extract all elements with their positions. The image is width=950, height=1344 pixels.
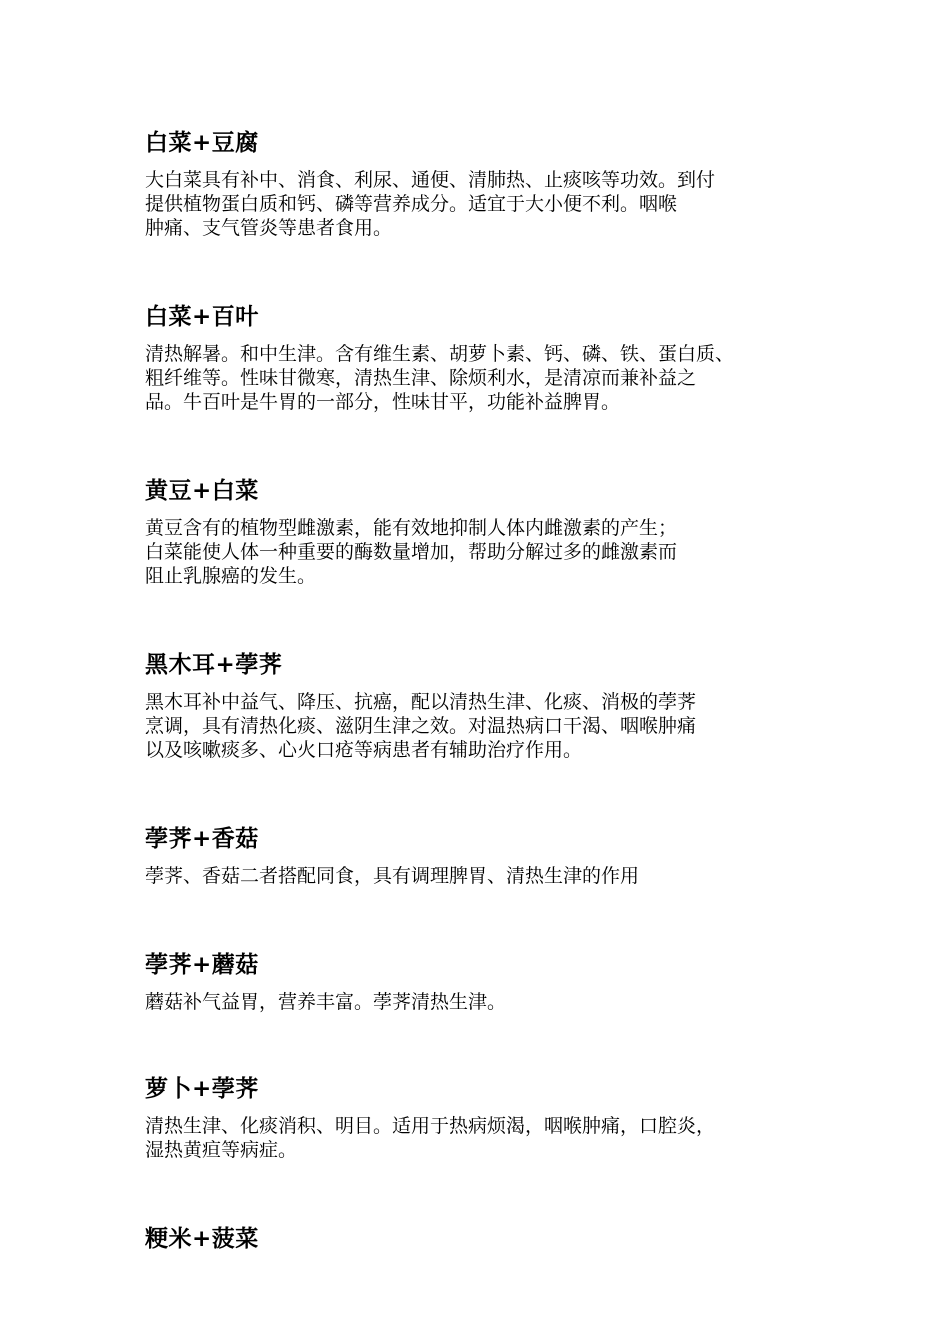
entry-title: 白菜+豆腐 <box>145 130 259 156</box>
entry-biqi-xianggu <box>145 824 817 888</box>
entry-title: 萝卜+荸荠 <box>145 1076 259 1102</box>
body-line: 以及咳嗽痰多、心火口疮等病患者有辅助治疗作用。 <box>145 739 583 761</box>
body-line: 阻止乳腺癌的发生。 <box>145 565 317 587</box>
entry-title: 白菜+百叶 <box>145 304 259 330</box>
body-line: 粗纤维等。性味甘微寒，清热生津、除烦利水，是清凉而兼补益之 <box>145 367 697 389</box>
entry-body <box>145 990 817 1014</box>
entry-jingmi-bocai <box>145 1224 817 1254</box>
body-line: 肿痛、支气管炎等患者食用。 <box>145 217 393 239</box>
body-line: 提供植物蛋白质和钙、磷等营养成分。适宜于大小便不利。咽喉 <box>145 193 678 215</box>
entry-body <box>145 864 817 888</box>
body-line: 湿热黄疸等病症。 <box>145 1139 298 1161</box>
entry-title: 荸荠+蘑菇 <box>145 952 259 978</box>
body-line: 清热解暑。和中生津。含有维生素、胡萝卜素、钙、磷、铁、蛋白质、 <box>145 343 735 365</box>
entry-biqi-mogu <box>145 950 817 1014</box>
entry-title: 荸荠+香菇 <box>145 826 259 852</box>
entry-body <box>145 168 817 240</box>
body-line: 清热生津、化痰消积、明目。适用于热病烦渴，咽喉肿痛，口腔炎， <box>145 1115 716 1137</box>
entry-body <box>145 516 817 588</box>
body-line: 蘑菇补气益胃，营养丰富。荸荠清热生津。 <box>145 991 507 1013</box>
entry-huangdou-baicai <box>145 476 817 588</box>
body-line: 荸荠、香菇二者搭配同食，具有调理脾胃、清热生津的作用 <box>145 865 640 887</box>
body-line: 黑木耳补中益气、降压、抗癌，配以清热生津、化痰、消极的荸荠 <box>145 691 697 713</box>
body-line: 烹调，具有清热化痰、滋阴生津之效。对温热病口干渴、咽喉肿痛 <box>145 715 697 737</box>
entry-body <box>145 342 817 414</box>
entry-title: 粳米+菠菜 <box>145 1226 259 1252</box>
entry-body <box>145 1114 817 1162</box>
entry-baicai-baiye <box>145 302 817 414</box>
entry-body <box>145 690 817 762</box>
entry-title: 黑木耳+荸荠 <box>145 652 283 678</box>
entry-luobo-biqi <box>145 1074 817 1162</box>
entry-baicai-doufu <box>145 128 817 240</box>
body-line: 黄豆含有的植物型雌激素，能有效地抑制人体内雌激素的产生； <box>145 517 678 539</box>
body-line: 品。牛百叶是牛胃的一部分，性味甘平，功能补益脾胃。 <box>145 391 621 413</box>
entry-title: 黄豆+白菜 <box>145 478 259 504</box>
body-line: 白菜能使人体一种重要的酶数量增加，帮助分解过多的雌激素而 <box>145 541 678 563</box>
entry-heimuer-biqi <box>145 650 817 762</box>
body-line: 大白菜具有补中、消食、利尿、通便、清肺热、止痰咳等功效。到付 <box>145 169 716 191</box>
